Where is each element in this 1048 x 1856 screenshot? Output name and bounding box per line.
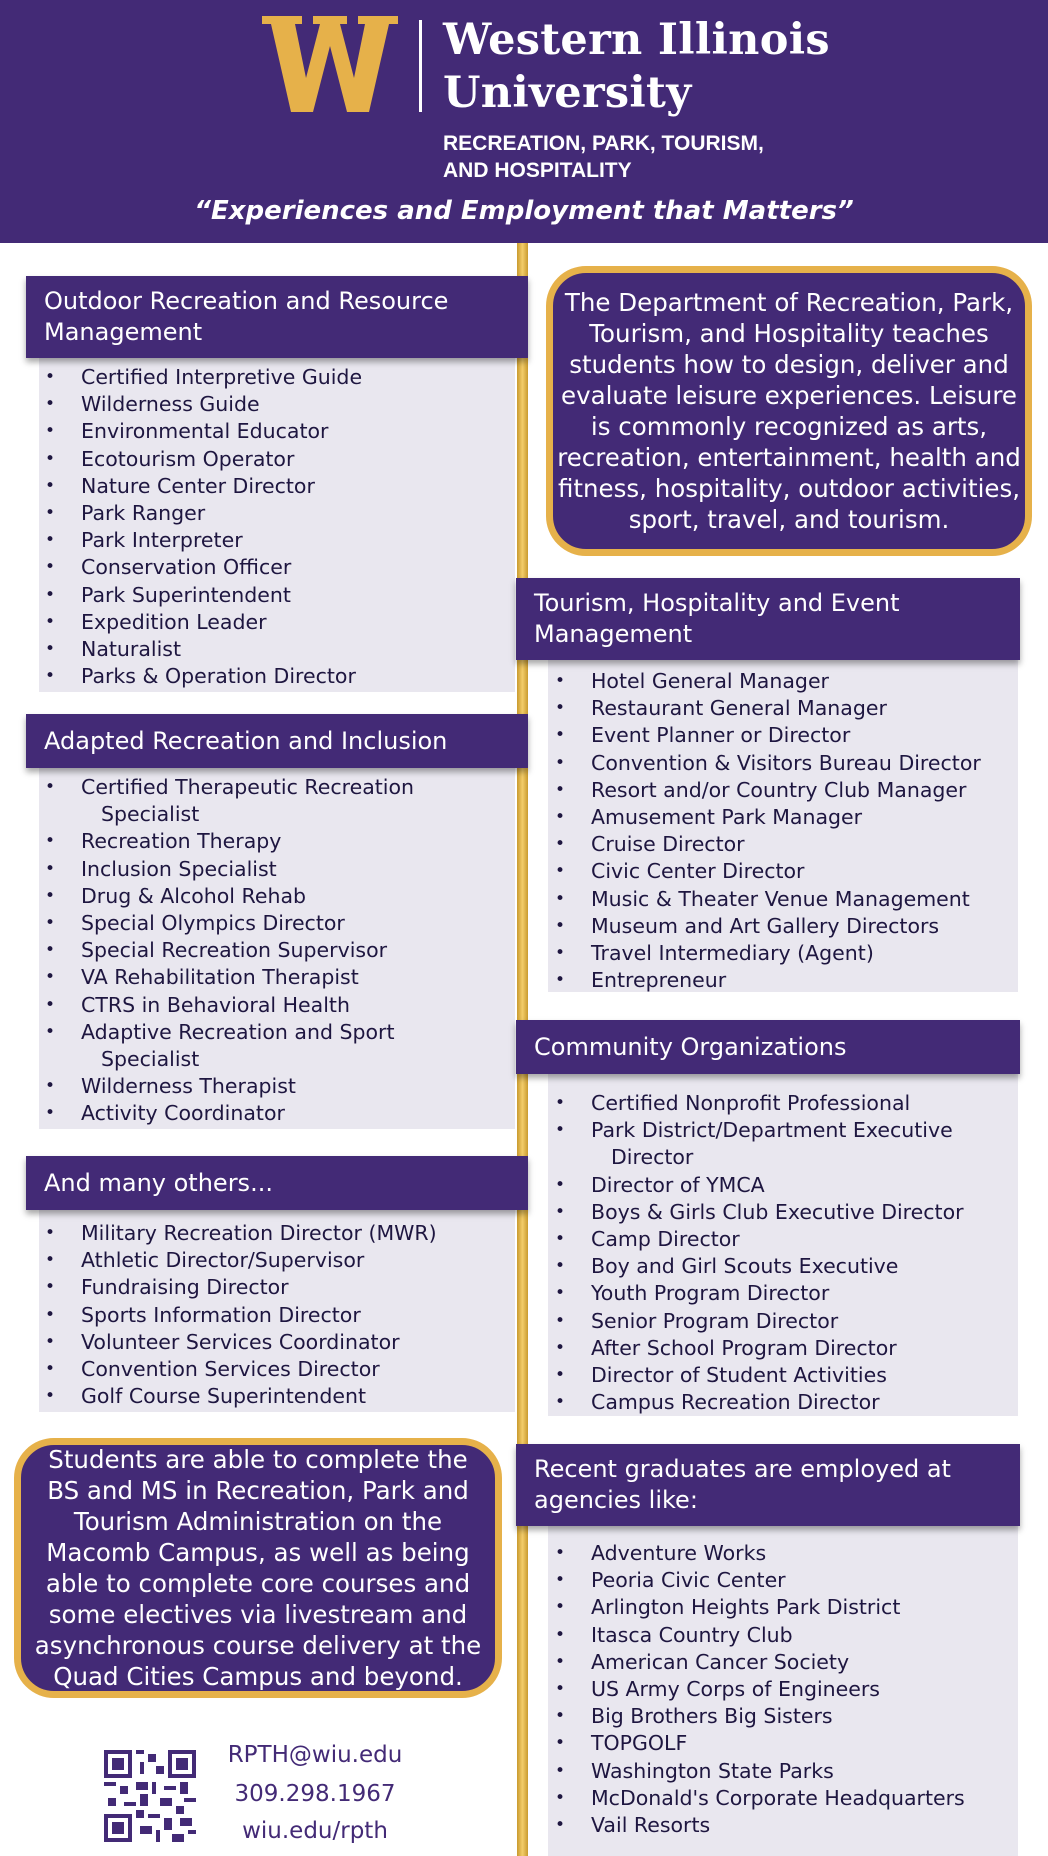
degree-info-callout <box>14 1438 502 1698</box>
list-item: • Drug & Alcohol Rehab <box>45 883 414 910</box>
list-item: • Park Superintendent <box>45 582 362 609</box>
list-item: • Director of Student Activities <box>555 1362 964 1389</box>
graduates-section-heading <box>516 1444 1020 1526</box>
logo-divider <box>419 20 422 112</box>
list-item: • Peoria Civic Center <box>555 1567 965 1594</box>
list-item: • Sports Information Director <box>45 1302 437 1329</box>
list-item: • Itasca Country Club <box>555 1622 965 1649</box>
list-item: • CTRS in Behavioral Health <box>45 992 414 1019</box>
list-item: • Recreation Therapy <box>45 828 414 855</box>
about-line: Tourism, and Hospitality teaches <box>589 319 989 348</box>
list-item-continued: Specialist <box>101 802 200 827</box>
list-item: • Expedition Leader <box>45 609 362 636</box>
adapted-career-list <box>45 774 414 1128</box>
list-item: • Special Recreation Supervisor <box>45 937 414 964</box>
list-item: • Vail Resorts <box>555 1812 965 1839</box>
contact-email[interactable]: RPTH@wiu.edu <box>227 1742 403 1768</box>
list-item: • Resort and/or Country Club Manager <box>555 777 981 804</box>
degree-line: Quad Cities Campus and beyond. <box>53 1662 463 1691</box>
department-name-line1: RECREATION, PARK, TOURISM, <box>443 132 764 155</box>
about-line: recreation, entertainment, health and <box>557 443 1021 472</box>
degree-line: BS and MS in Recreation, Park and <box>47 1476 469 1505</box>
list-item: • Golf Course Superintendent <box>45 1383 437 1410</box>
list-item: • Youth Program Director <box>555 1280 964 1307</box>
list-item: • Athletic Director/Supervisor <box>45 1247 437 1274</box>
degree-line: asynchronous course delivery at the <box>34 1631 482 1660</box>
list-item-text: Park District/Department Executive <box>591 1118 953 1143</box>
list-item: • Certified Interpretive Guide <box>45 364 362 391</box>
list-item: • Nature Center Director <box>45 473 362 500</box>
about-line: The Department of Recreation, Park, <box>564 288 1014 317</box>
degree-line: Students are able to complete the <box>48 1445 468 1474</box>
list-item: • Inclusion Specialist <box>45 856 414 883</box>
list-item: • Campus Recreation Director <box>555 1389 964 1416</box>
degree-line: able to complete core courses and <box>45 1569 471 1598</box>
list-item: • Senior Program Director <box>555 1308 964 1335</box>
graduates-heading-line2: agencies like: <box>534 1486 698 1514</box>
outdoor-section-heading <box>26 276 528 358</box>
list-item-text: Certified Therapeutic Recreation <box>81 775 415 799</box>
list-item: • Boys & Girls Club Executive Director <box>555 1199 964 1226</box>
wiu-w-logo <box>262 16 398 112</box>
university-name-line2: University <box>443 68 692 118</box>
list-item <box>555 1117 964 1171</box>
degree-line: Tourism Administration on the <box>73 1507 443 1536</box>
outdoor-heading-line2: Management <box>44 318 203 346</box>
list-item: • Restaurant General Manager <box>555 695 981 722</box>
list-item: • VA Rehabilitation Therapist <box>45 964 414 991</box>
list-item: • Travel Intermediary (Agent) <box>555 940 981 967</box>
degree-line: Macomb Campus, as well as being <box>46 1538 470 1567</box>
contact-phone[interactable]: 309.298.1967 <box>234 1781 396 1807</box>
header-banner <box>0 0 1048 243</box>
list-item: • Certified Nonprofit Professional <box>555 1090 964 1117</box>
adapted-section-heading <box>26 714 528 768</box>
list-item: • Big Brothers Big Sisters <box>555 1703 965 1730</box>
others-section-heading <box>26 1156 528 1210</box>
qr-code-icon[interactable] <box>104 1750 196 1842</box>
tourism-heading-line1: Tourism, Hospitality and Event <box>534 589 900 617</box>
list-item: • Director of YMCA <box>555 1172 964 1199</box>
university-name-line1: Western Illinois <box>443 15 830 65</box>
about-text <box>557 287 1021 535</box>
list-item: • Entrepreneur <box>555 967 981 994</box>
tourism-career-list <box>555 668 981 994</box>
list-item: • Museum and Art Gallery Directors <box>555 913 981 940</box>
about-line: is commonly recognized as arts, <box>590 412 988 441</box>
list-item: • US Army Corps of Engineers <box>555 1676 965 1703</box>
about-line: evaluate leisure experiences. Leisure <box>561 381 1017 410</box>
department-name-line2: AND HOSPITALITY <box>443 159 632 182</box>
list-item: • American Cancer Society <box>555 1649 965 1676</box>
list-item: • Military Recreation Director (MWR) <box>45 1220 437 1247</box>
community-career-list <box>555 1090 964 1416</box>
list-item: • Boy and Girl Scouts Executive <box>555 1253 964 1280</box>
list-item: • Parks & Operation Director <box>45 663 362 690</box>
list-item: • Environmental Educator <box>45 418 362 445</box>
list-item: • After School Program Director <box>555 1335 964 1362</box>
list-item: • Special Olympics Director <box>45 910 414 937</box>
contact-website[interactable]: wiu.edu/rpth <box>242 1818 388 1844</box>
list-item: • Volunteer Services Coordinator <box>45 1329 437 1356</box>
list-item: • Event Planner or Director <box>555 722 981 749</box>
degree-line: some electives via livestream and <box>48 1600 468 1629</box>
list-item: • Arlington Heights Park District <box>555 1594 965 1621</box>
list-item: • McDonald's Corporate Headquarters <box>555 1785 965 1812</box>
list-item-continued: Director <box>611 1145 694 1170</box>
list-item: • Cruise Director <box>555 831 981 858</box>
graduates-heading-line1: Recent graduates are employed at <box>534 1455 951 1483</box>
list-item <box>45 1019 414 1073</box>
tourism-heading-line2: Management <box>534 620 693 648</box>
degree-info-text <box>35 1444 481 1692</box>
tourism-section-heading <box>516 578 1020 660</box>
list-item <box>45 774 414 828</box>
list-item: • Wilderness Therapist <box>45 1073 414 1100</box>
list-item: • Adventure Works <box>555 1540 965 1567</box>
list-item: • Activity Coordinator <box>45 1100 414 1127</box>
list-item: • Music & Theater Venue Management <box>555 886 981 913</box>
department-about-callout <box>546 266 1032 556</box>
list-item: • Park Ranger <box>45 500 362 527</box>
others-career-list <box>45 1220 437 1410</box>
list-item: • Washington State Parks <box>555 1758 965 1785</box>
list-item: • Amusement Park Manager <box>555 804 981 831</box>
outdoor-heading-line1: Outdoor Recreation and Resource <box>44 287 449 315</box>
list-item: • Civic Center Director <box>555 858 981 885</box>
list-item: • TOPGOLF <box>555 1730 965 1757</box>
list-item: • Ecotourism Operator <box>45 446 362 473</box>
others-heading-text: And many others... <box>44 1168 273 1197</box>
list-item: • Hotel General Manager <box>555 668 981 695</box>
list-item: • Convention & Visitors Bureau Director <box>555 750 981 777</box>
list-item-text: Adaptive Recreation and Sport <box>81 1019 395 1044</box>
tagline: “Experiences and Employment that Matters” <box>194 196 854 226</box>
list-item: • Wilderness Guide <box>45 391 362 418</box>
list-item: • Conservation Officer <box>45 554 362 581</box>
list-item: • Park Interpreter <box>45 527 362 554</box>
community-heading-text: Community Organizations <box>534 1032 847 1061</box>
list-item: • Fundraising Director <box>45 1274 437 1301</box>
about-line: students how to design, deliver and <box>569 350 1009 379</box>
list-item: • Camp Director <box>555 1226 964 1253</box>
adapted-heading-text: Adapted Recreation and Inclusion <box>44 726 448 755</box>
list-item-continued: Specialist <box>101 1047 200 1072</box>
community-section-heading <box>516 1020 1020 1074</box>
list-item: • Convention Services Director <box>45 1356 437 1383</box>
outdoor-career-list <box>45 364 362 690</box>
about-line: sport, travel, and tourism. <box>628 505 950 534</box>
university-name <box>443 14 830 120</box>
department-name <box>443 130 823 184</box>
list-item: • Naturalist <box>45 636 362 663</box>
about-line: fitness, hospitality, outdoor activities, <box>557 474 1021 503</box>
graduates-employer-list <box>555 1540 965 1839</box>
